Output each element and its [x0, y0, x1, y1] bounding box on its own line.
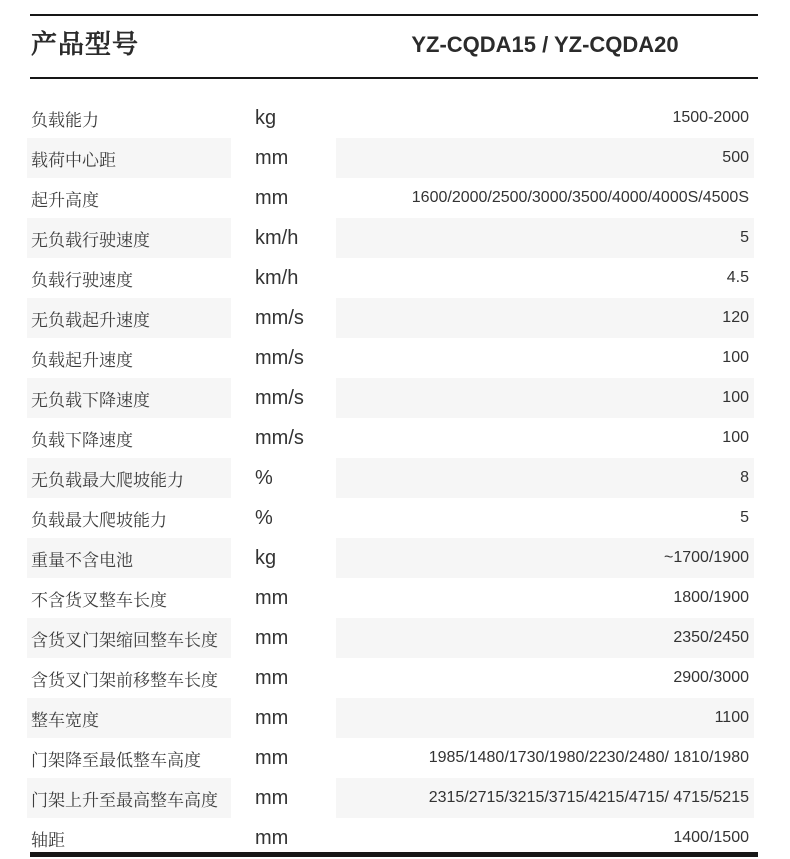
table-row	[0, 578, 790, 618]
spec-value: 2350/2450	[336, 618, 754, 658]
table-row	[0, 618, 790, 658]
table-row	[0, 338, 790, 378]
table-row	[0, 698, 790, 738]
spec-value: 100	[722, 429, 749, 446]
spec-label: 无负载下降速度	[27, 378, 231, 418]
spec-label: 无负载起升速度	[27, 298, 231, 338]
table-row	[0, 258, 790, 298]
spec-unit: mm	[255, 706, 289, 729]
spec-value: 2900/3000	[673, 669, 749, 686]
page-title: 产品型号	[31, 29, 140, 59]
spec-unit: mm/s	[255, 426, 304, 449]
spec-label: 负载最大爬坡能力	[31, 510, 167, 530]
spec-label: 起升高度	[31, 190, 99, 210]
spec-unit: kg	[255, 546, 277, 569]
spec-unit: mm	[255, 186, 289, 209]
spec-unit: mm	[255, 786, 289, 809]
spec-label: 含货叉门架缩回整车长度	[27, 618, 231, 658]
spec-unit: mm	[255, 826, 289, 849]
spec-unit: mm/s	[255, 386, 304, 409]
table-row	[0, 418, 790, 458]
table-row	[0, 98, 790, 138]
spec-unit: mm	[255, 626, 289, 649]
spec-value: 1985/1480/1730/1980/2230/2480/ 1810/1980	[428, 749, 749, 766]
table-row	[0, 538, 790, 578]
spec-label: 门架降至最低整车高度	[31, 750, 201, 770]
spec-value: 120	[336, 298, 754, 338]
header-divider-rule	[30, 77, 758, 79]
spec-unit: mm	[255, 146, 289, 169]
top-rule	[30, 14, 758, 16]
spec-label: 负载能力	[31, 110, 99, 130]
spec-label: 重量不含电池	[27, 538, 231, 578]
spec-label: 门架上升至最高整车高度	[27, 778, 231, 818]
spec-value: 100	[722, 349, 749, 366]
spec-value: 1800/1900	[673, 589, 749, 606]
spec-unit: kg	[255, 106, 277, 129]
spec-label: 轴距	[31, 830, 65, 850]
spec-unit: mm	[255, 586, 289, 609]
spec-label: 不含货叉整车长度	[31, 590, 167, 610]
spec-unit: mm/s	[255, 306, 304, 329]
spec-unit: mm	[255, 666, 289, 689]
spec-label: 无负载行驶速度	[27, 218, 231, 258]
spec-unit: km/h	[255, 226, 299, 249]
spec-unit: %	[255, 506, 273, 529]
table-row	[0, 298, 790, 338]
bottom-rule	[30, 852, 758, 857]
spec-value: 500	[336, 138, 754, 178]
spec-value: 1400/1500	[673, 829, 749, 846]
spec-value: ~1700/1900	[336, 538, 754, 578]
product-model: YZ-CQDA15 / YZ-CQDA20	[411, 32, 679, 57]
table-row	[0, 458, 790, 498]
spec-table	[0, 98, 790, 858]
spec-label: 负载起升速度	[31, 350, 133, 370]
table-row	[0, 178, 790, 218]
spec-label: 含货叉门架前移整车长度	[31, 670, 218, 690]
table-row	[0, 498, 790, 538]
spec-value: 1500-2000	[672, 109, 749, 126]
spec-label: 载荷中心距	[27, 138, 231, 178]
spec-unit: %	[255, 466, 273, 489]
spec-value: 1600/2000/2500/3000/3500/4000/4000S/4500S	[411, 189, 749, 206]
table-row	[0, 658, 790, 698]
spec-value: 1100	[336, 698, 754, 738]
table-row	[0, 138, 790, 178]
spec-value: 4.5	[726, 269, 749, 286]
spec-label: 无负载最大爬坡能力	[27, 458, 231, 498]
spec-value: 2315/2715/3215/3715/4215/4715/ 4715/5215	[336, 778, 754, 818]
table-row	[0, 218, 790, 258]
spec-value: 100	[336, 378, 754, 418]
spec-value: 5	[336, 218, 754, 258]
table-row	[0, 738, 790, 778]
spec-unit: km/h	[255, 266, 299, 289]
spec-label: 负载下降速度	[31, 430, 133, 450]
spec-value: 5	[740, 509, 749, 526]
spec-unit: mm	[255, 746, 289, 769]
spec-label: 整车宽度	[27, 698, 231, 738]
table-row	[0, 378, 790, 418]
table-row	[0, 778, 790, 818]
spec-unit: mm/s	[255, 346, 304, 369]
spec-value: 8	[336, 458, 754, 498]
spec-label: 负载行驶速度	[31, 270, 133, 290]
